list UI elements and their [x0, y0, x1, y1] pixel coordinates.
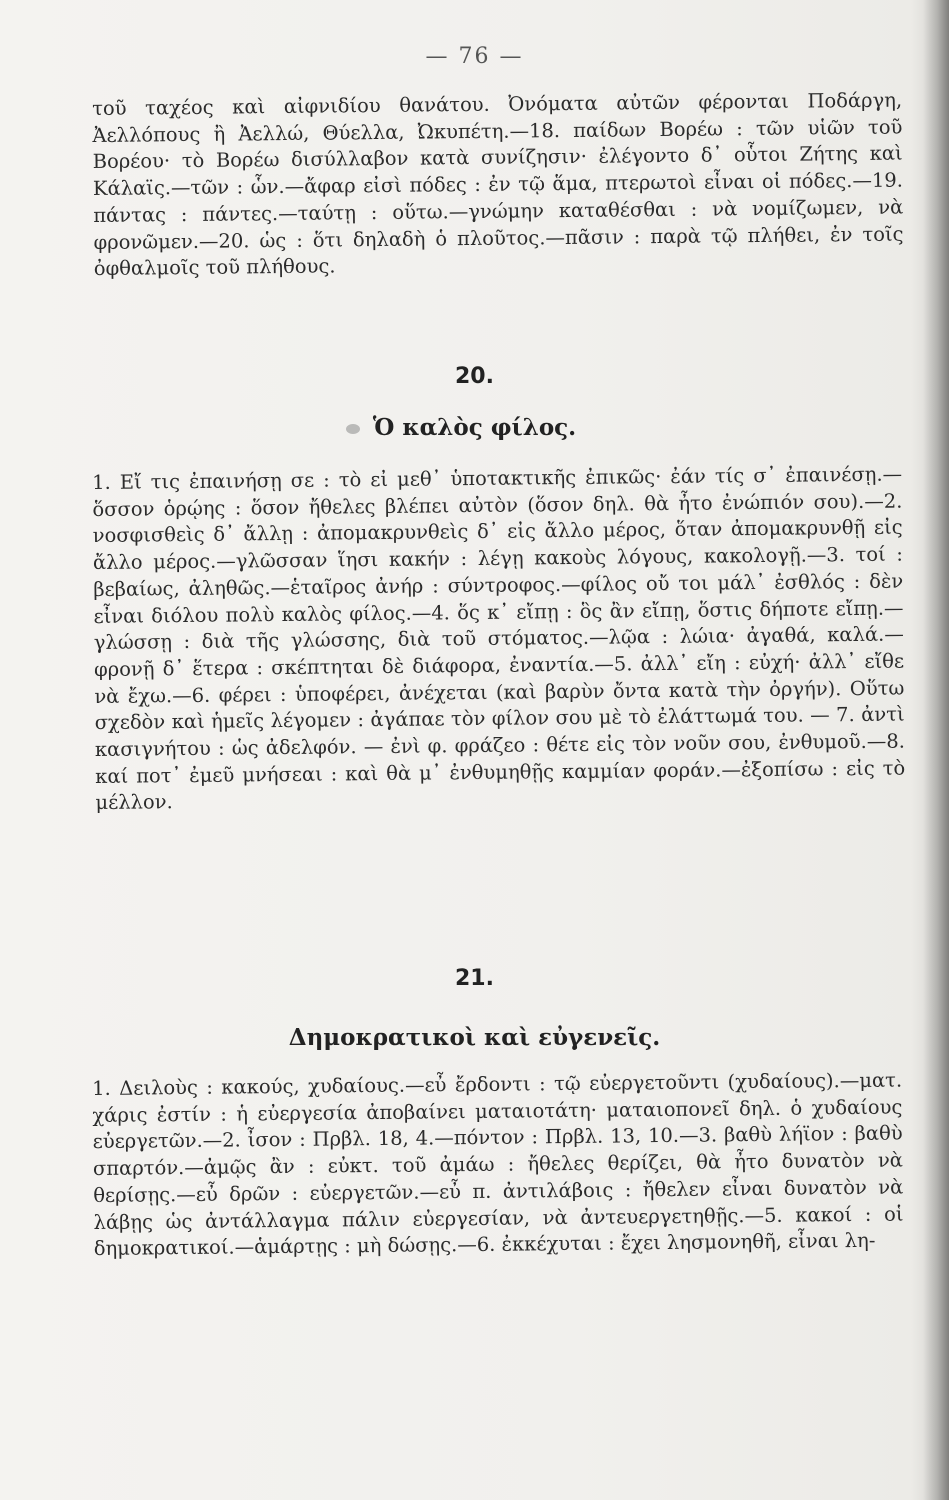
section-20-body [92, 462, 906, 818]
page-number: — 76 — [425, 44, 524, 69]
intro-paragraph [92, 88, 904, 283]
section-21-body [92, 1068, 904, 1263]
page-edge-shadow [923, 0, 949, 1500]
section-20-text: 1. Εἴ τις ἐπαινήσῃ σε : τὸ εἰ μεθ᾽ ὑποτακτικῆς ἐπικῶς· ἐάν τίς σ᾽ ἐπαινέσῃ.— ὅσσον ὁρῴης : ὅσον ἤθελες βλέπει αὐτὸν (ὅσον δηλ. θὰ ἦτο ἐνώπιόν σου).—2. νοσφισθεὶς δ᾽ ἄλλῃ : ἀπομακρυνθεὶς δ᾽ εἰς ἄλλο μέρος, ὅταν ἀπομακρυνθῇ εἰς ἄλλο μέρος.—γλῶσσαν ἵησι κακήν : λέγῃ κακοὺς λόγους, κακολογῇ.—3. τοί : βεβαίως, ἀληθῶς.—ἑταῖρος ἀνήρ : σύντροφος.—φίλος οὔ τοι μάλ᾽ ἐσθλός : δὲν εἶναι διόλου πολὺ καλὸς φίλος.—4. ὅς κ᾽ εἴπῃ : ὃς ἂν εἴπῃ, ὅστις δήποτε εἴπῃ.—γλώσσῃ : διὰ τῆς γλώσσης, διὰ τοῦ στόματος.—λῷα : λώια· ἀγαθά, καλά.—φρονῇ δ᾽ ἕτερα : σκέπτηται δὲ διάφορα, ἐναντία.—5. ἀλλ᾽ εἴη : εὐχή· ἀλλ᾽ εἴθε νὰ ἔχω.—6. φέρει : ὑποφέρει, ἀνέχεται (καὶ βαρὺν ὄντα κατὰ τὴν ὀργήν). Οὕτω σχεδὸν καὶ ἡμεῖς λέγομεν : ἀγάπαε τὸν φίλον σου μὲ τὸ ἐλάττωμά του. — 7. ἀντὶ κασιγνήτου : ὡς ἀδελφόν. — ἐνὶ φ. φράζεο : θέτε εἰς τὸν νοῦν σου, ἐνθυμοῦ.—8. καί ποτ᾽ ἐμεῦ μνήσεαι : καὶ θὰ μ᾽ ἐνθυμηθῇς καμμίαν φοράν.—ἐξοπίσω : εἰς τὸ μέλλον. [92, 462, 906, 815]
section-20-title: Ὁ καλὸς φίλος. [372, 414, 577, 441]
section-21-text: 1. Δειλοὺς : κακούς, χυδαίους.—εὖ ἔρδοντι : τῷ εὐεργετοῦντι (χυδαίους).—ματ. χάρις ἐστίν : ἡ εὐεργεσία ἀποβαίνει ματαιοτάτη· ματαιοπονεῖ δηλ. ὁ χυδαίους εὐεργετῶν.—2. ἶσον : Πρβλ. 18, 4.—πόντον : Πρβλ. 13, 10.—3. βαθὺ λήϊον : βαθὺ σπαρτόν.—ἀμῷς ἂν : εὐκτ. τοῦ ἀμάω : ἤθελες θερίζει, θὰ ἦτο δυνατὸν νὰ θερίσῃς.—εὖ δρῶν : εὐεργετῶν.—εὖ π. ἀντιλάβοις : ἤθελεν εἶναι δυνατὸν νὰ λάβῃς ὡς ἀντάλλαγμα πάλιν εὐεργεσίαν, νὰ ἀντευεργετηθῇς.—5. κακοί : οἱ δημοκρατικοί.—ἁμάρτῃς : μὴ δώσῃς.—6. ἐκκέχυται : ἔχει λησμονηθῆ, εἶναι λη- [92, 1068, 904, 1261]
section-20-number: 20. [455, 364, 494, 389]
intro-text: τοῦ ταχέος καὶ αἰφνιδίου θανάτου. Ὀνόματα αὐτῶν φέρονται Ποδάργη, Ἀελλόπους ἢ Ἀελλώ, Θύελλα, Ὠκυπέτη.—18. παίδων Βορέω : τῶν υἱῶν τοῦ Βορέου· τὸ Βορέω δισύλλαβον κατὰ συνίζησιν· ἐλέγοντο δ᾽ οὗτοι Ζήτης καὶ Κάλαϊς.—τῶν : ὧν.—ἄφαρ εἰσὶ πόδες : ἐν τῷ ἅμα, πτερωτοὶ εἶναι οἱ πόδες.—19. πάντας : πάντες.—ταύτῃ : οὕτω.—γνώμην καταθέσθαι : νὰ νομίζωμεν, νὰ φρονῶμεν.—20. ὡς : ὅτι δηλαδὴ ὁ πλοῦτος.—πᾶσιν : παρὰ τῷ πλήθει, ἐν τοῖς ὀφθαλμοῖς τοῦ πλήθους. [92, 88, 904, 281]
section-21-title: Δημοκρατικοὶ καὶ εὐγενεῖς. [288, 1024, 661, 1051]
section-21-number: 21. [455, 966, 494, 991]
